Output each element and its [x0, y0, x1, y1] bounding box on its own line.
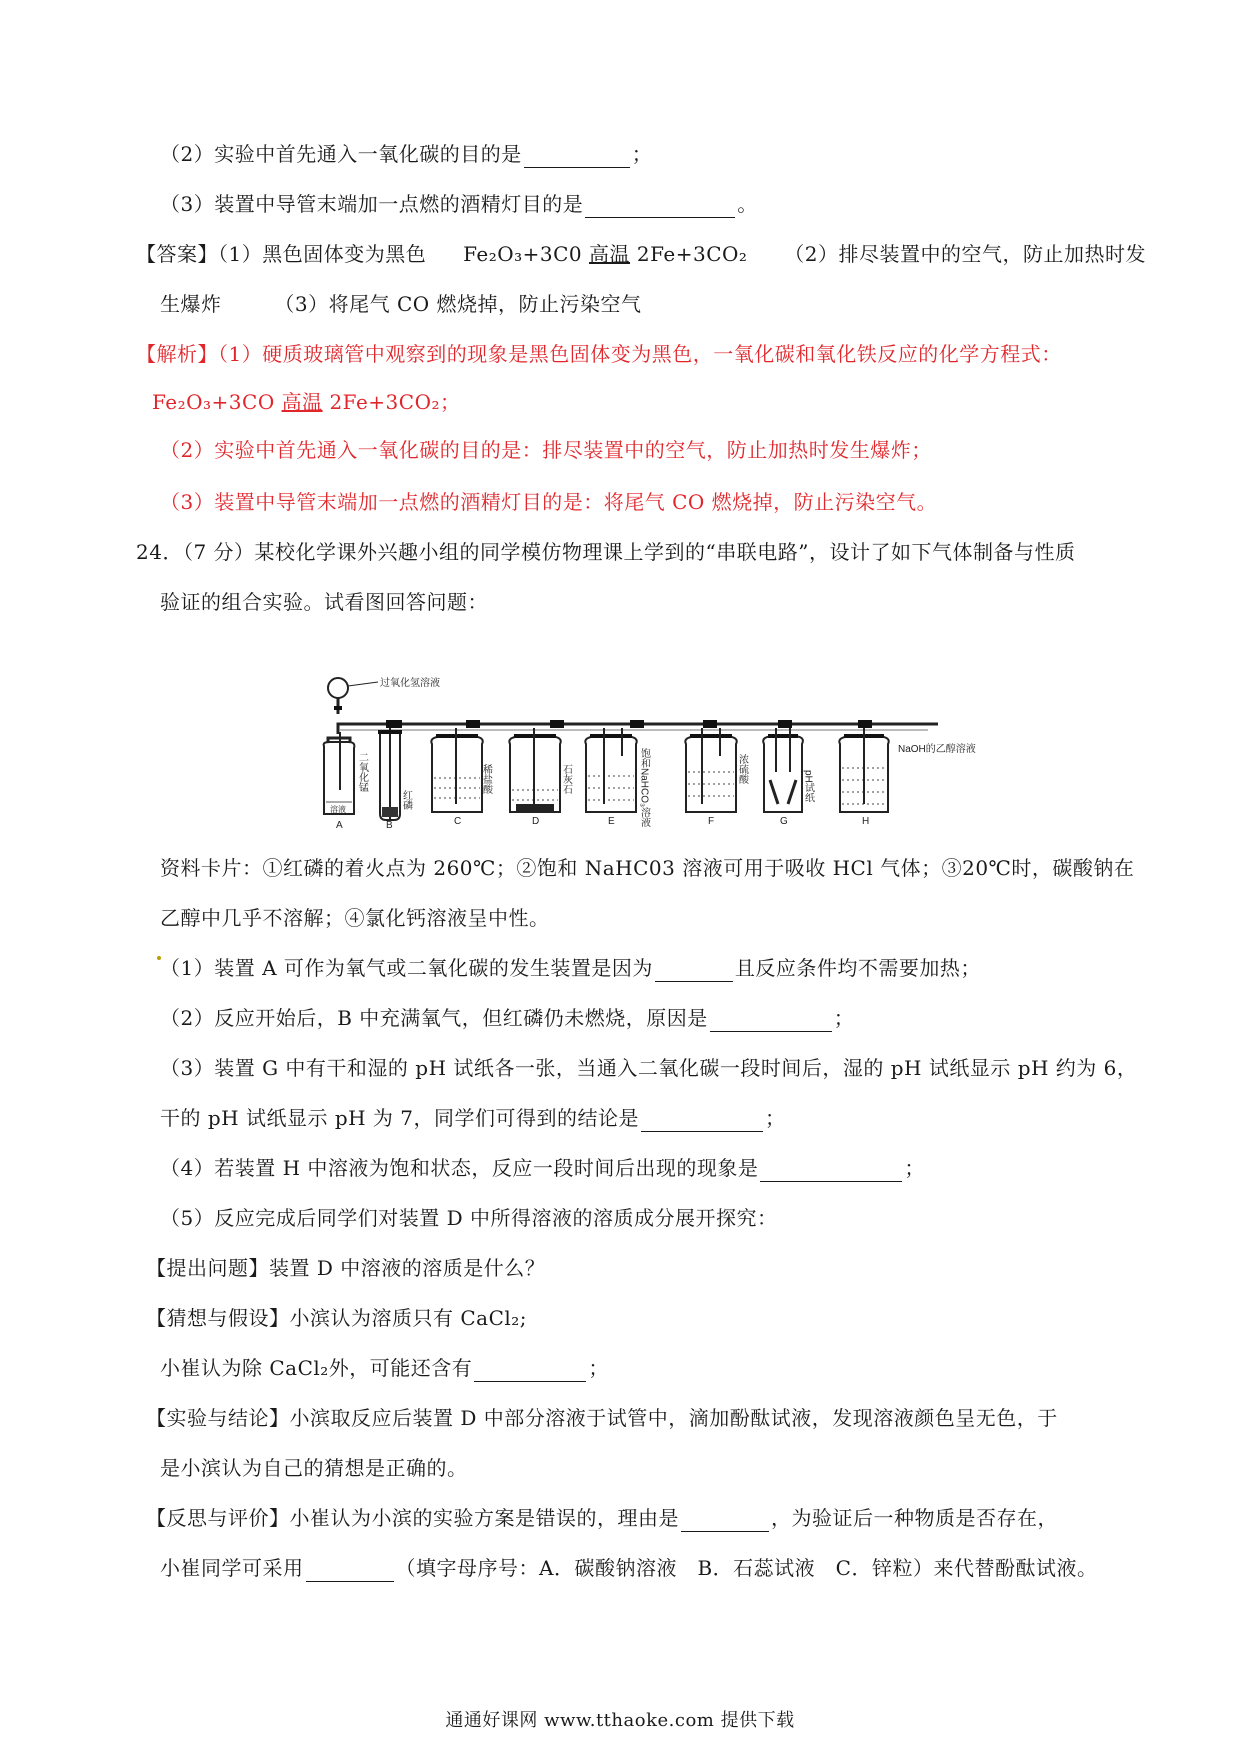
answer-part2: （2）排尽装置中的空气，防止加热时发 [784, 242, 1147, 266]
answer-equation-left: Fe₂O₃+3C0 [463, 242, 583, 266]
answer-equation-right: 2Fe+3CO₂ [636, 242, 748, 266]
q24-guess-line-1: 【猜想与假设】小滨认为溶质只有 CaCl₂; [146, 1306, 528, 1330]
q24-reflect-line-2 [160, 1554, 1097, 1582]
q24-ask-line: 【提出问题】装置 D 中溶液的溶质是什么？ [146, 1256, 546, 1280]
q24-part1-line [160, 954, 981, 982]
q24-guess-blank [474, 1359, 586, 1382]
analysis-equation-left: Fe₂O₃+3CO [152, 390, 275, 414]
q24-part4-blank [760, 1159, 902, 1182]
q24-part1-text-a: （1）装置 A 可作为氧气或二氧化碳的发生装置是因为 [160, 956, 653, 980]
q24-reflect-text-b: ，为验证后一种物质是否存在， [771, 1506, 1058, 1530]
q24-reflect-blank-1 [681, 1509, 769, 1532]
answer-part2-cont: 生爆炸 [160, 292, 222, 316]
figure-letter-a: A [336, 820, 343, 831]
figure-letter-g: G [780, 816, 788, 827]
q24-part2-line [160, 1004, 854, 1032]
analysis-equation-right: 2Fe+3CO₂； [329, 390, 461, 414]
q24-reflect-line-1 [146, 1504, 1058, 1532]
q23-part3-blank [585, 195, 735, 218]
analysis-part1: （1）硬质玻璃管中观察到的现象是黑色固体变为黑色，一氧化碳和氧化铁反应的化学方程式： [218, 342, 1062, 366]
answer-equation-condition: 高温 [589, 242, 631, 266]
q24-part2-text: （2）反应开始后，B 中充满氧气，但红磷仍未燃烧，原因是 [160, 1006, 708, 1030]
figure-label-top: 过氧化氢溶液 [380, 678, 440, 689]
figure-letter-b: B [386, 820, 393, 831]
q24-intro-1: 24．（7 分）某校化学课外兴趣小组的同学模仿物理课上学到的“串联电路”，设计了如下气体制备与性质 [136, 540, 1076, 564]
answer-line-1 [136, 240, 1146, 268]
figure-letter-e: E [608, 816, 615, 827]
q24-part4-line [160, 1154, 925, 1182]
figure-label-c-side: 稀盐酸 [480, 764, 492, 794]
q23-part2-text: （2）实验中首先通入一氧化碳的目的是 [160, 142, 522, 166]
q23-part2-blank [524, 145, 630, 168]
q24-part1-blank [655, 959, 733, 982]
figure-label-h-side: NaOH的乙醇溶液 [898, 744, 976, 755]
data-card-1: 资料卡片：①红磷的着火点为 260℃；②饱和 NaHC03 溶液可用于吸收 HCl 气体；③20℃时，碳酸钠在 [160, 856, 1135, 880]
data-card-2: 乙醇中几乎不溶解；④氯化钙溶液呈中性。 [160, 906, 550, 930]
figure-letter-f: F [708, 816, 715, 827]
q24-guess-text: 小崔认为除 CaCl₂外，可能还含有 [160, 1356, 473, 1380]
figure-label-a-side: 二氧化锰 [356, 752, 368, 792]
q24-exp-line-1: 【实验与结论】小滨取反应后装置 D 中部分溶液于试管中，滴加酚酞试液，发现溶液颜色呈无色，于 [146, 1406, 1058, 1430]
q24-reflect-text-a: 【反思与评价】小崔认为小滨的实验方案是错误的，理由是 [146, 1506, 679, 1530]
figure-label-f-side: 浓硫酸 [736, 754, 748, 784]
q24-part3-blank [641, 1109, 763, 1132]
figure-letter-h: H [862, 816, 870, 827]
q24-part3-text-b: 干的 pH 试纸显示 pH 为 7，同学们可得到的结论是 [160, 1106, 639, 1130]
q24-exp-line-2: 是小滨认为自己的猜想是正确的。 [160, 1456, 468, 1480]
q24-part4-text: （4）若装置 H 中溶液为饱和状态，反应一段时间后出现的现象是 [160, 1156, 759, 1180]
analysis-line-2 [152, 388, 461, 416]
answer-line-2 [160, 290, 642, 318]
figure-label-b-side: 红磷 [400, 790, 412, 810]
punct: ； [631, 142, 653, 166]
analysis-part3: （3）装置中导管末端加一点燃的酒精灯目的是：将尾气 CO 燃烧掉，防止污染空气。 [160, 490, 938, 514]
analysis-equation-condition: 高温 [281, 390, 323, 414]
punct: ； [588, 1356, 609, 1380]
punct: ； [765, 1106, 786, 1130]
q24-part1-text-b: 且反应条件均不需要加热； [734, 956, 981, 980]
q24-part5-line: （5）反应完成后同学们对装置 D 中所得溶液的溶质成分展开探究： [160, 1206, 778, 1230]
figure-label-g-side: pH试纸 [802, 770, 814, 803]
q24-part3-line-2 [160, 1104, 786, 1132]
punct: 。 [737, 192, 758, 216]
answer-tag: 【答案】 [136, 242, 218, 266]
q24-guess-line-2 [160, 1354, 609, 1382]
figure-label-d-side: 石灰石 [560, 764, 572, 794]
page-footer: 通通好课网 www.tthaoke.com 提供下载 [445, 1710, 795, 1731]
answer-part1: （1）黑色固体变为黑色 [218, 242, 427, 266]
analysis-tag: 【解析】 [136, 342, 218, 366]
figure-label-e-side: 饱和NaHCO₃溶液 [638, 748, 650, 828]
q24-part2-blank [710, 1009, 832, 1032]
q24-reflect-text-c: 小崔同学可采用 [160, 1556, 304, 1580]
apparatus-figure [318, 672, 976, 831]
punct: ； [833, 1006, 855, 1030]
figure-label-a-bottom: 溶液 [330, 805, 346, 814]
q24-reflect-blank-2 [306, 1559, 394, 1582]
analysis-line-1 [136, 340, 1062, 368]
answer-part3: （3）将尾气 CO 燃烧掉，防止污染空气 [274, 292, 642, 316]
figure-letter-d: D [532, 816, 540, 827]
q23-part3-text: （3）装置中导管末端加一点燃的酒精灯目的是 [160, 192, 584, 216]
q24-part3-line-1: （3）装置 G 中有干和湿的 pH 试纸各一张，当通入二氧化碳一段时间后，湿的 pH 试纸显示 pH 约为 6， [160, 1056, 1138, 1080]
q24-intro-2: 验证的组合实验。试看图回答问题： [160, 590, 488, 614]
punct: ； [904, 1156, 925, 1180]
q24-reflect-text-d: （填字母序号：A．碳酸钠溶液 B．石蕊试液 C．锌粒）来代替酚酞试液。 [395, 1556, 1098, 1580]
q23-part3-line [160, 190, 758, 218]
figure-letter-c: C [454, 816, 462, 827]
analysis-part2: （2）实验中首先通入一氧化碳的目的是：排尽装置中的空气，防止加热时发生爆炸； [160, 438, 932, 462]
q23-part2-line [160, 140, 652, 168]
